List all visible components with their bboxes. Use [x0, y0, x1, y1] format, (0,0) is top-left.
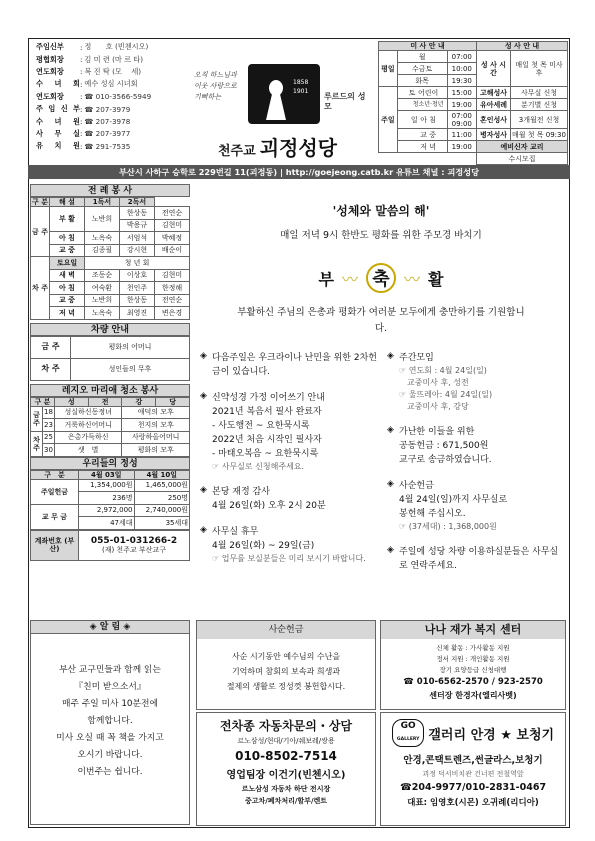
lent-text: 사순 시기동안 예수님의 수난을 기억하며 참회의 보속과 희생과 절제의 생활로 정성껏 봉헌합시다. — [226, 652, 346, 691]
statue-image — [248, 64, 320, 124]
account-owner: (재) 천주교 부산교구 — [101, 546, 166, 555]
account-label: 계좌번호 (부산) — [31, 530, 79, 560]
left-column — [30, 184, 190, 561]
optical-ad: GO GALLERY 갤러리 안경 ★ 보청기 안경,콘택트렌즈,썬글라스,보청기 괴정 덕서비치관 건너편 전철역앞 ☎204-9977/010-2831-0467 대표: 임영호(시몬) 오귀례(리디아) — [380, 712, 566, 826]
parish-title: 천주교 괴정성당 — [218, 136, 337, 160]
diamond-bullet-icon: ◈ — [387, 545, 394, 555]
notices-grid — [196, 351, 566, 585]
easter-decor-icon-2: 〰 — [404, 269, 421, 289]
svg-text:1858: 1858 — [293, 79, 309, 86]
notice-item: ◈ 사순헌금 4월 24일(일)까지 사무실로 봉헌해 주십시오. ☞ (37세대) : 1,368,000원 — [387, 479, 508, 531]
lent-title: 사순헌금 — [197, 621, 375, 639]
church-logo — [186, 58, 376, 168]
main-heading: '성체와 말씀의 해' — [332, 204, 430, 218]
official-row: 수 녀 회 : 예수 성심 시녀회 — [36, 79, 138, 89]
easter-greeting: 부활하신 주님의 은총과 평화가 여러분 모두에게 충만하기를 기원합니다. — [237, 307, 525, 334]
notice-item: ◈ 사무실 휴무 4월 26일(화) ~ 29일(금) ☞ 업무를 보실분들은 미리 보시기 바랍니다. — [200, 525, 366, 563]
diamond-bullet-icon: ◈ — [387, 351, 394, 361]
diamond-bullet-icon: ◈ — [200, 525, 207, 535]
main-column — [196, 184, 566, 585]
easter-decor-icon: 〰 — [341, 269, 358, 289]
notice-item: ◈ 다음주일은 우크라이나 난민을 위한 2차헌금이 있습니다. — [200, 351, 377, 377]
svg-text:1901: 1901 — [293, 88, 309, 95]
account-number: 055-01-031266-2 — [90, 535, 178, 546]
notice-box: ◈ 알 림 ◈ 부산 교구민들과 함께 읽는 『친미 받으소서』 매주 주일 미사 10분전에 함께합니다. 미사 오실 때 꼭 책을 가지고 오시기 바랍니다. 이번주는 쉽니다. — [30, 620, 190, 825]
optical-logo: GO GALLERY — [392, 719, 424, 747]
address-bar: 부산시 사하구 승학로 229번길 11(괴정동) | http://goejeong.catb.kr 유튜브 채널 : 괴정성당 — [28, 165, 570, 179]
official-row: 주임신부 : 정 호 (빈첸시오) — [36, 42, 149, 52]
liturgy-title: 전 례 봉 사 — [30, 184, 190, 197]
notices-left — [196, 351, 381, 585]
offering-table: 구 분 4월 03일 4월 10일 주일헌금 1,354,000원 1,465,000원 236명 250명 교 무 금 2,972,000 2,740,000원 47세대 35세대 — [30, 470, 190, 530]
mass-table: 미 사 안 내 성 사 안 내 평일 월 07:00 성 사 시 간 매일 첫 목 미사 후 수금토 10:00 화목 19:30 주일 토 어린이 15:00 고해성사 사무실 신청 청소년·청년 19:00 유아세례 분기별 신청 일 아 침 07:00 09:00 혼인성사 3개월전 신청 교 중 11:00 병자성사 매월 첫 목 09:30 저 녁 19:00 예비신자 교리 수시모집 — [378, 41, 568, 165]
diamond-bullet-icon: ◈ — [387, 479, 394, 489]
car-ad: 전차종 자동차문의・상담 르노삼성/현대/기아/쉐보레/쌍용 010-8502-7514 영업팀장 이건기(빈첸시오) 르노삼성 자동차 하단 전시장 중고차/폐차처리/할부/렌트 — [196, 712, 376, 826]
official-row: 평협회장 : 김 미 련 (마 르 타) — [36, 54, 144, 65]
legio-title: 레지오 마리애 청소 봉사 — [30, 384, 190, 397]
mary-statue-icon — [248, 64, 320, 124]
notice-item: ◈ 가난한 이들을 위한 공동헌금 : 671,500원 교구로 송금하였습니다. — [387, 425, 492, 465]
vehicle-table: 금 주 평화의 어머니 차 주 성인들의 무후 — [30, 336, 190, 381]
slogan-text: 오직 하느님과 이웃 사랑으로 기뻐하는 — [194, 71, 237, 101]
official-row: 유 치 원 : ☎ 291-7535 — [36, 141, 131, 151]
official-row: 연도회장 : 복 진 탁 (모 세) — [36, 66, 142, 77]
diamond-bullet-icon: ◈ — [200, 485, 207, 495]
diamond-bullet-icon: ◈ — [387, 425, 394, 435]
church-name: 루르드의 성모 — [324, 92, 366, 111]
mass-info — [378, 41, 568, 165]
official-row: 연도회장 : ☎ 010-3566-5949 — [36, 91, 152, 102]
diamond-bullet-icon: ◈ — [200, 391, 207, 401]
notice-item: ◈ 주일에 성당 차량 이용하실분들은 사무실로 연락주세요. — [387, 545, 559, 571]
official-row: 수 녀 원 : ☎ 207-3978 — [36, 116, 131, 127]
notices-right — [381, 351, 566, 585]
notice-item: ◈ 주간모임 ☞ 연도회 : 4월 24일(일) 교중미사 후, 성전 ☞ 울뜨레아: 4월 24일(일) 교중미사 후, 강당 — [387, 351, 493, 411]
legio-table: 구 분 성 전 강 당 금주 18 성실하신동정녀 애덕의 모후 23 거룩하신어머니 천지의 모후 차주 25 은총가득하신 사랑하올어머니 30 샛 별 평화의 모후 — [30, 397, 190, 457]
welfare-ad: 나나 재가 복지 센터 신체 활동 : 가사활동 지원 정서 지원 : 개인활동 지원 장기 요양등급 신청대행 ☎ 010-6562-2570 / 923-2570 센터장 한경자(엘리사벳) — [380, 620, 566, 710]
notice-item: ◈ 본당 재정 감사 4월 26일(화) 오후 2시 20분 — [200, 485, 326, 511]
diamond-bullet-icon: ◈ — [200, 351, 207, 361]
official-row: 사 무 실 : ☎ 207-3977 — [36, 128, 131, 139]
vehicle-title: 차량 안내 — [30, 323, 190, 336]
liturgy-table: 구 분 해 설 1독서 2독서 금 주 부 활 노반희 한상동 전연순 박용규 김현미 아 침 노옥숙 서엄석 박혜정 교 중 김종필 강시현 배순이 차 주 토요일 청 년 회 새 벽 조동순 이상호 김현미 아 침 여숙환 천인주 한정해 교 중 노반희 한상동 전연순 저 녁 노옥숙 최영진 변은경 — [30, 197, 190, 320]
notice-text: 부산 교구민들과 함께 읽는 『친미 받으소서』 매주 주일 미사 10분전에 함께합니다. 미사 오실 때 꼭 책을 가지고 오시기 바랍니다. 이번주는 쉽니다. — [56, 665, 164, 777]
officials-list — [36, 41, 186, 153]
offering-title: 우리들의 정성 — [30, 457, 190, 470]
main-subheading: 매일 저녁 9시 한반도 평화를 위한 주모경 바치기 — [280, 230, 482, 241]
lent-box — [196, 620, 376, 710]
official-row: 주 임 신 부 : ☎ 207-3979 — [36, 104, 131, 114]
easter-banner: 부 〰 축 〰 활 — [196, 263, 566, 293]
account-table — [30, 530, 190, 561]
notice-item: ◈ 신약성경 가정 이어쓰기 안내 2021년 복음서 필사 완료자 - 사도행전 ~ 요한묵시록 2022년 처음 시작인 필사자 - 마태오복음 ~ 요한묵시록 ☞ 사무실로 신청해주세요. — [200, 391, 325, 471]
optical-brand: GO GALLERY 갤러리 안경 ★ 보청기 — [381, 719, 565, 747]
